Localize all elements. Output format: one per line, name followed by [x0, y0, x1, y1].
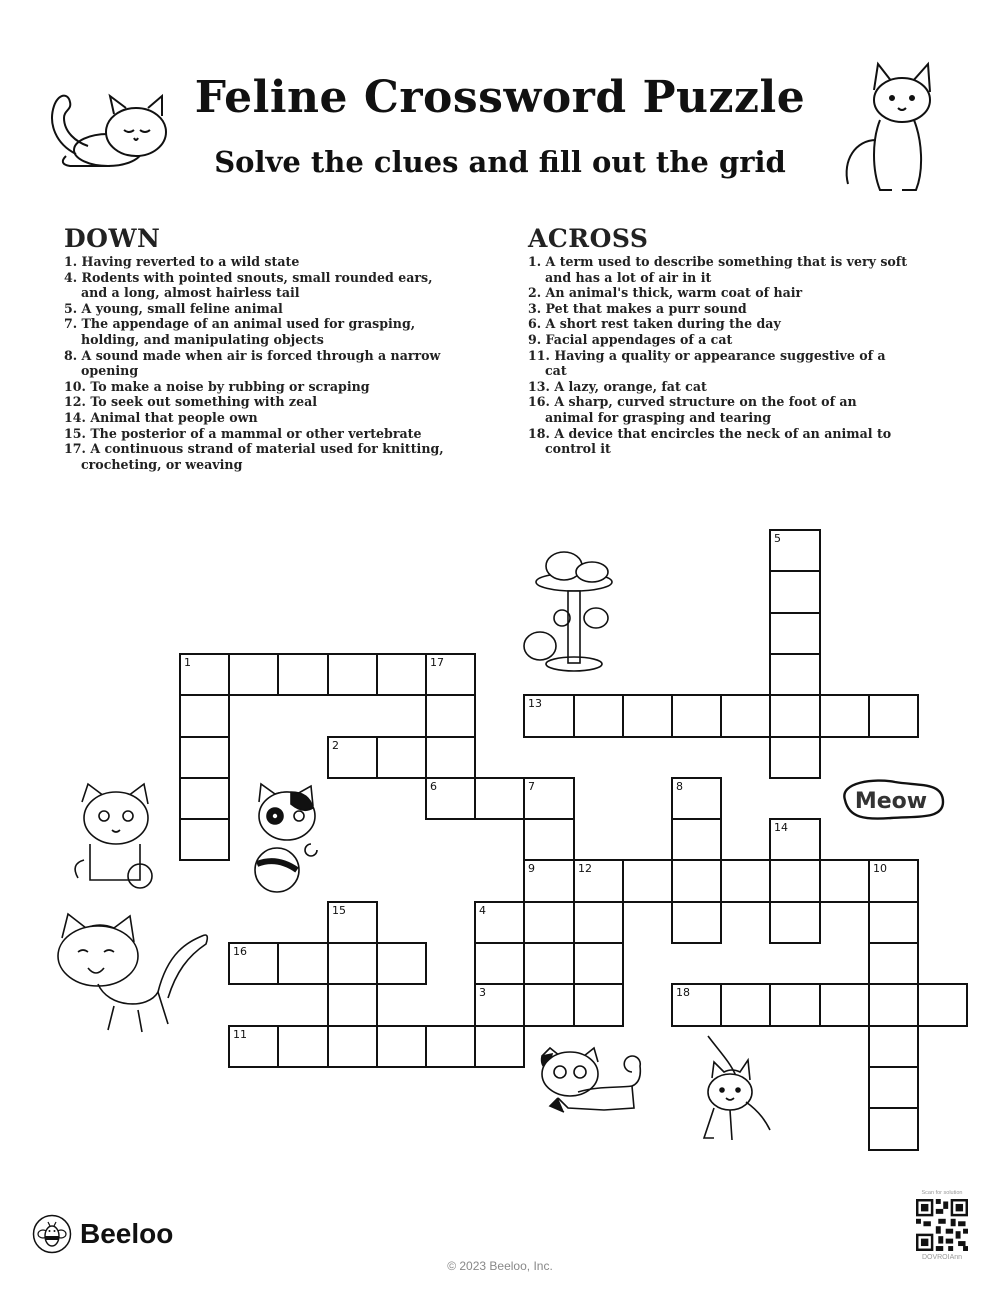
cell-number: 7: [528, 780, 535, 793]
grid-cell[interactable]: [868, 1066, 919, 1109]
page-subtitle: Solve the clues and fill out the grid: [214, 145, 786, 179]
cell-number: 13: [528, 697, 542, 710]
cell-number: 11: [233, 1028, 247, 1041]
page-title: Feline Crossword Puzzle: [194, 72, 806, 123]
grid-cell[interactable]: [376, 942, 427, 985]
grid-cell[interactable]: [573, 859, 624, 903]
grid-cell[interactable]: [523, 777, 575, 820]
grid-cell[interactable]: [523, 901, 575, 944]
cell-number: 5: [774, 532, 781, 545]
grid-cell[interactable]: [769, 818, 821, 861]
grid-cell[interactable]: [474, 983, 525, 1027]
grid-cell[interactable]: [769, 529, 821, 572]
grid-cell[interactable]: [622, 859, 673, 903]
cell-number: 16: [233, 945, 247, 958]
striped-kitten-with-yarn-illustration: [70, 780, 170, 895]
grid-cell[interactable]: [573, 901, 624, 944]
grid-cell[interactable]: [523, 859, 575, 903]
cell-number: 3: [479, 986, 486, 999]
grid-cell[interactable]: [327, 983, 378, 1027]
across-clues-section: [528, 226, 908, 457]
walking-cat-illustration: [700, 1032, 780, 1147]
cell-number: 1: [184, 656, 191, 669]
grid-cell[interactable]: [868, 1025, 919, 1068]
across-heading: ACROSS: [528, 224, 649, 253]
grid-cell[interactable]: [523, 818, 575, 861]
meow-text: Meow: [854, 789, 928, 814]
across-clue-1: 1. A term used to describe something that is very soft and has a lot of air in it: [528, 254, 908, 285]
grid-cell[interactable]: [868, 1107, 919, 1151]
grid-cell[interactable]: [327, 901, 378, 944]
grid-cell[interactable]: [573, 694, 624, 738]
happy-tabby-cat-illustration: [38, 912, 213, 1042]
copyright-text: © 2023 Beeloo, Inc.: [447, 1259, 553, 1273]
down-clue-7: 7. The appendage of an animal used for grasping, holding, and manipulating objects: [64, 316, 416, 347]
bee-logo-icon: [32, 1214, 72, 1254]
across-clue-9: 9. Facial appendages of a cat: [528, 331, 733, 347]
down-clues-section: [64, 226, 444, 472]
grid-cell[interactable]: [376, 1025, 427, 1068]
brand-name: Beeloo: [80, 1218, 174, 1249]
cell-number: 10: [873, 862, 887, 875]
grid-cell[interactable]: [277, 1025, 329, 1068]
spotted-kitten-with-ball-illustration: [245, 780, 330, 895]
grid-cell[interactable]: [228, 1025, 279, 1068]
grid-cell[interactable]: [523, 983, 575, 1027]
grid-cell[interactable]: [573, 942, 624, 985]
grid-cell[interactable]: [671, 859, 722, 903]
grid-cell[interactable]: [425, 736, 476, 779]
across-clue-16: 16. A sharp, curved structure on the foot of an animal for grasping and tearing: [528, 394, 857, 425]
across-clue-6: 6. A short rest taken during the day: [528, 316, 781, 332]
across-clue-13: 13. A lazy, orange, fat cat: [528, 378, 707, 394]
grid-cell[interactable]: [819, 694, 870, 738]
grid-cell[interactable]: [376, 736, 427, 779]
grid-cell[interactable]: [228, 942, 279, 985]
grid-cell[interactable]: [327, 653, 378, 696]
down-clue-14: 14. Animal that people own: [64, 409, 258, 425]
grid-cell[interactable]: [179, 736, 230, 779]
cell-number: 14: [774, 821, 788, 834]
meow-speech-bubble: [835, 776, 947, 824]
down-clue-10: 10. To make a noise by rubbing or scraping: [64, 378, 370, 394]
grid-cell[interactable]: [769, 653, 821, 696]
cell-number: 8: [676, 780, 683, 793]
qr-code-icon[interactable]: [916, 1199, 968, 1251]
grid-cell[interactable]: [819, 983, 870, 1027]
grid-cell[interactable]: [179, 818, 230, 861]
standing-cat-illustration: [836, 60, 946, 200]
cell-number: 4: [479, 904, 486, 917]
down-heading: DOWN: [64, 224, 161, 253]
grid-cell[interactable]: [868, 901, 919, 944]
grid-cell[interactable]: [179, 777, 230, 820]
grid-cell[interactable]: [868, 694, 919, 738]
qr-caption: Scan for solution: [921, 1190, 963, 1196]
grid-cell[interactable]: [720, 859, 771, 903]
solution-qr-block[interactable]: [912, 1190, 972, 1261]
down-clue-15: 15. The posterior of a mammal or other vertebrate: [64, 425, 422, 441]
grid-cell[interactable]: [671, 983, 722, 1027]
grid-cell[interactable]: [671, 694, 722, 738]
grid-cell[interactable]: [769, 694, 821, 738]
grid-cell[interactable]: [769, 859, 821, 903]
grid-cell[interactable]: [474, 901, 525, 944]
grid-cell[interactable]: [622, 694, 673, 738]
grid-cell[interactable]: [868, 942, 919, 985]
grid-cell[interactable]: [671, 818, 722, 861]
grid-cell[interactable]: [277, 653, 329, 696]
grid-cell[interactable]: [868, 983, 919, 1027]
qr-code-id: DOVROIAnn: [921, 1254, 963, 1261]
down-clue-1: 1. Having reverted to a wild state: [64, 254, 300, 269]
cell-number: 6: [430, 780, 437, 793]
grid-cell[interactable]: [671, 901, 722, 944]
grid-cell[interactable]: [720, 983, 771, 1027]
across-clue-3: 3. Pet that makes a purr sound: [528, 300, 747, 316]
grid-cell[interactable]: [720, 694, 771, 738]
grid-cell[interactable]: [425, 1025, 476, 1068]
across-clue-18: 18. A device that encircles the neck of an animal to control it: [528, 425, 892, 457]
grid-cell[interactable]: [425, 777, 476, 820]
grid-cell[interactable]: [179, 694, 230, 738]
cell-number: 18: [676, 986, 690, 999]
grid-cell[interactable]: [769, 612, 821, 655]
across-clue-2: 2. An animal's thick, warm coat of hair: [528, 285, 803, 301]
cell-number: 17: [430, 656, 444, 669]
grid-cell[interactable]: [425, 653, 476, 696]
grid-cell[interactable]: [327, 942, 378, 985]
grid-cell[interactable]: [474, 1025, 525, 1068]
grid-cell[interactable]: [917, 983, 968, 1027]
grid-cell[interactable]: [573, 983, 624, 1027]
cat-tree-illustration: [512, 536, 637, 681]
grid-cell[interactable]: [327, 1025, 378, 1068]
grid-cell[interactable]: [425, 694, 476, 738]
sleeping-cat-illustration: [36, 84, 176, 174]
grid-cell[interactable]: [376, 653, 427, 696]
cell-number: 2: [332, 739, 339, 752]
beeloo-logo: [32, 1214, 173, 1254]
down-clue-8: 8. A sound made when air is forced through a narrow opening: [64, 347, 441, 379]
cell-number: 9: [528, 862, 535, 875]
across-clue-11: 11. Having a quality or appearance suggestive of a cat: [528, 347, 886, 379]
grid-cell[interactable]: [769, 570, 821, 614]
running-calico-kitten-illustration: [538, 1046, 653, 1131]
grid-cell[interactable]: [769, 983, 821, 1027]
grid-cell[interactable]: [819, 859, 870, 903]
grid-cell[interactable]: [228, 653, 279, 696]
down-clue-5: 5. A young, small feline animal: [64, 300, 283, 316]
grid-cell[interactable]: [277, 942, 329, 985]
grid-cell[interactable]: [474, 777, 525, 820]
down-clue-4: 4. Rodents with pointed snouts, small rounded ears, and a long, almost hairless tail: [64, 269, 433, 301]
grid-cell[interactable]: [523, 942, 575, 985]
grid-cell[interactable]: [474, 942, 525, 985]
down-clue-17: 17. A continuous strand of material used for knitting, crocheting, or weaving: [64, 441, 444, 472]
grid-cell[interactable]: [671, 777, 722, 820]
grid-cell[interactable]: [179, 653, 230, 696]
down-clue-12: 12. To seek out something with zeal: [64, 394, 318, 410]
cell-number: 15: [332, 904, 346, 917]
grid-cell[interactable]: [868, 859, 919, 903]
grid-cell[interactable]: [523, 694, 575, 738]
grid-cell[interactable]: [769, 736, 821, 779]
grid-cell[interactable]: [327, 736, 378, 779]
cell-number: 12: [578, 862, 592, 875]
grid-cell[interactable]: [769, 901, 821, 944]
